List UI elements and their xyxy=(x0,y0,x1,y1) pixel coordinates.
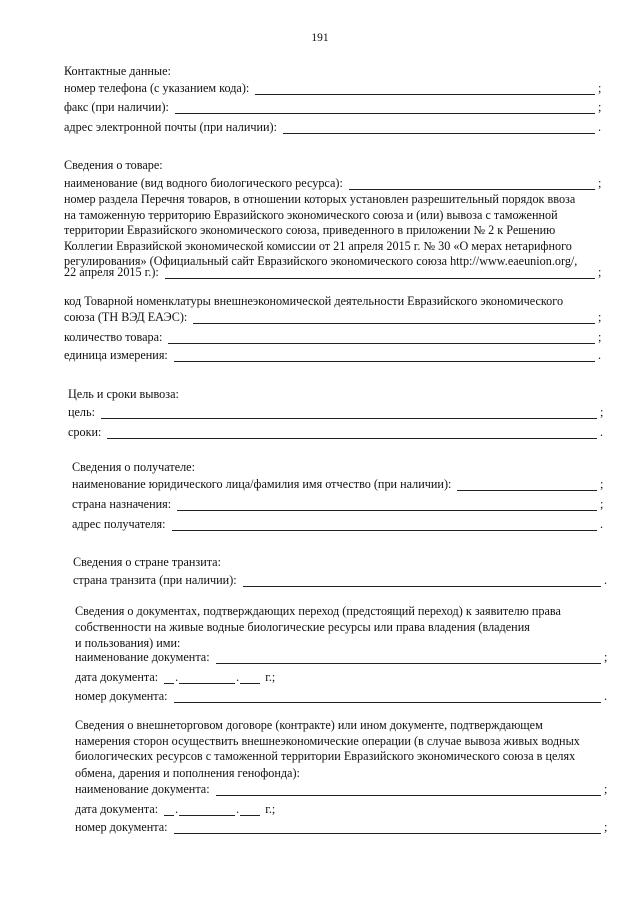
goods-name-field[interactable]: наименование (вид водного биологического ресурса): ; xyxy=(64,176,602,190)
contract-doc-number-label: номер документа: xyxy=(75,820,168,834)
ownership-doc-date-field[interactable]: дата документа: . . г.; xyxy=(75,670,276,684)
quantity-label: количество товара: xyxy=(64,330,163,344)
email-input-line[interactable] xyxy=(283,122,595,134)
unit-input-line[interactable] xyxy=(174,350,595,362)
page-number: 191 xyxy=(311,32,329,44)
goal-label: цель: xyxy=(68,405,95,419)
terms-label: сроки: xyxy=(68,425,102,439)
goods-section-paragraph: номер раздела Перечня товаров, в отношении которых установлен разрешительный порядок ввоза на таможенную территорию Евразийского экономического союза и (или) вывоза с таможенной территории Евразийского экономического союза, приведенного в приложении № 2 к Решению Коллегии Евразийской экономической комиссии от 21 апреля 2015 г. № 30 «О мерах нетарифного регулирования» (Официальный сайт Евразийского экономического союза http://www.eaeunion.org/, xyxy=(64,192,578,269)
destination-country-input-line[interactable] xyxy=(177,499,597,511)
unit-label: единица измерения: xyxy=(64,348,168,362)
ownership-doc-name-input-line[interactable] xyxy=(216,652,601,664)
contacts-heading: Контактные данные: xyxy=(64,64,171,78)
contract-doc-month-input[interactable] xyxy=(179,804,235,816)
fax-input-line[interactable] xyxy=(175,102,595,114)
ownership-doc-name-field[interactable]: наименование документа: ; xyxy=(75,650,608,664)
transit-country-label: страна транзита (при наличии): xyxy=(73,573,237,587)
destination-country-label: страна назначения: xyxy=(72,497,172,511)
goods-code-input-line[interactable] xyxy=(193,312,595,324)
goods-name-input-line[interactable] xyxy=(349,178,595,190)
terms-field[interactable]: сроки: . xyxy=(68,425,604,439)
phone-field[interactable]: номер телефона (с указанием кода): ; xyxy=(64,81,602,95)
email-field[interactable]: адрес электронной почты (при наличии): . xyxy=(64,120,602,134)
goods-heading: Сведения о товаре: xyxy=(64,158,163,172)
goods-section-field[interactable]: 22 апреля 2015 г.): ; xyxy=(64,265,602,279)
contract-doc-number-input-line[interactable] xyxy=(174,822,601,834)
ownership-doc-month-input[interactable] xyxy=(179,672,235,684)
contract-doc-year-input[interactable] xyxy=(240,804,260,816)
goods-section-input-line[interactable] xyxy=(165,267,595,279)
contract-docs-heading-end: обмена, дарения и пополнения генофонда): xyxy=(75,766,300,780)
contract-doc-date-field[interactable]: дата документа: . . г.; xyxy=(75,802,276,816)
ownership-doc-name-label: наименование документа: xyxy=(75,650,210,664)
recipient-name-input-line[interactable] xyxy=(457,479,597,491)
ownership-doc-day-input[interactable] xyxy=(164,672,174,684)
contract-doc-date-label: дата документа: xyxy=(75,802,159,816)
quantity-input-line[interactable] xyxy=(168,332,595,344)
contract-doc-name-input-line[interactable] xyxy=(216,784,601,796)
quantity-field[interactable]: количество товара: ; xyxy=(64,330,602,344)
phone-label: номер телефона (с указанием кода): xyxy=(64,81,250,95)
goods-code-label: союза (ТН ВЭД ЕАЭС): xyxy=(64,310,188,324)
ownership-docs-heading-end: и пользования) ими: xyxy=(75,636,181,650)
email-label: адрес электронной почты (при наличии): xyxy=(64,120,278,134)
fax-field[interactable]: факс (при наличии): ; xyxy=(64,100,602,114)
goal-field[interactable]: цель: ; xyxy=(68,405,604,419)
recipient-address-label: адрес получателя: xyxy=(72,517,166,531)
goods-name-label: наименование (вид водного биологического ресурса): xyxy=(64,176,343,190)
contract-doc-name-label: наименование документа: xyxy=(75,782,210,796)
destination-country-field[interactable]: страна назначения: ; xyxy=(72,497,604,511)
unit-field[interactable]: единица измерения: . xyxy=(64,348,602,362)
goods-code-field[interactable]: союза (ТН ВЭД ЕАЭС): ; xyxy=(64,310,602,324)
purpose-heading: Цель и сроки вывоза: xyxy=(68,387,179,401)
contract-doc-day-input[interactable] xyxy=(164,804,174,816)
ownership-doc-number-input-line[interactable] xyxy=(174,691,601,703)
goods-section-label: 22 апреля 2015 г.): xyxy=(64,265,159,279)
ownership-doc-year-input[interactable] xyxy=(240,672,260,684)
ownership-doc-date-label: дата документа: xyxy=(75,670,159,684)
contract-doc-name-field[interactable]: наименование документа: ; xyxy=(75,782,608,796)
recipient-address-field[interactable]: адрес получателя: . xyxy=(72,517,604,531)
transit-heading: Сведения о стране транзита: xyxy=(73,555,221,569)
ownership-docs-paragraph: Сведения о документах, подтверждающих переход (предстоящий переход) к заявителю права собственности на живые водные биологические ресурсы или права владения (владения xyxy=(75,604,561,634)
goods-code-paragraph: код Товарной номенклатуры внешнеэкономической деятельности Евразийского экономического xyxy=(64,294,564,308)
terms-input-line[interactable] xyxy=(107,427,597,439)
ownership-doc-number-field[interactable]: номер документа: . xyxy=(75,689,608,703)
contract-doc-number-field[interactable]: номер документа: ; xyxy=(75,820,608,834)
recipient-address-input-line[interactable] xyxy=(172,519,597,531)
transit-country-input-line[interactable] xyxy=(243,575,601,587)
goal-input-line[interactable] xyxy=(101,407,597,419)
recipient-name-field[interactable]: наименование юридического лица/фамилия имя отчество (при наличии): ; xyxy=(72,477,604,491)
fax-label: факс (при наличии): xyxy=(64,100,169,114)
recipient-heading: Сведения о получателе: xyxy=(72,460,195,474)
ownership-doc-number-label: номер документа: xyxy=(75,689,168,703)
recipient-name-label: наименование юридического лица/фамилия имя отчество (при наличии): xyxy=(72,477,452,491)
phone-input-line[interactable] xyxy=(255,83,595,95)
transit-country-field[interactable]: страна транзита (при наличии): . xyxy=(73,573,608,587)
contract-docs-paragraph: Сведения о внешнеторговом договоре (контракте) или ином документе, подтверждающем намерения сторон осуществить внешнеэкономические операции (в случае вывоза живых водных биологических ресурсов с таможенной территории Евразийского экономического союза в целях xyxy=(75,718,580,764)
